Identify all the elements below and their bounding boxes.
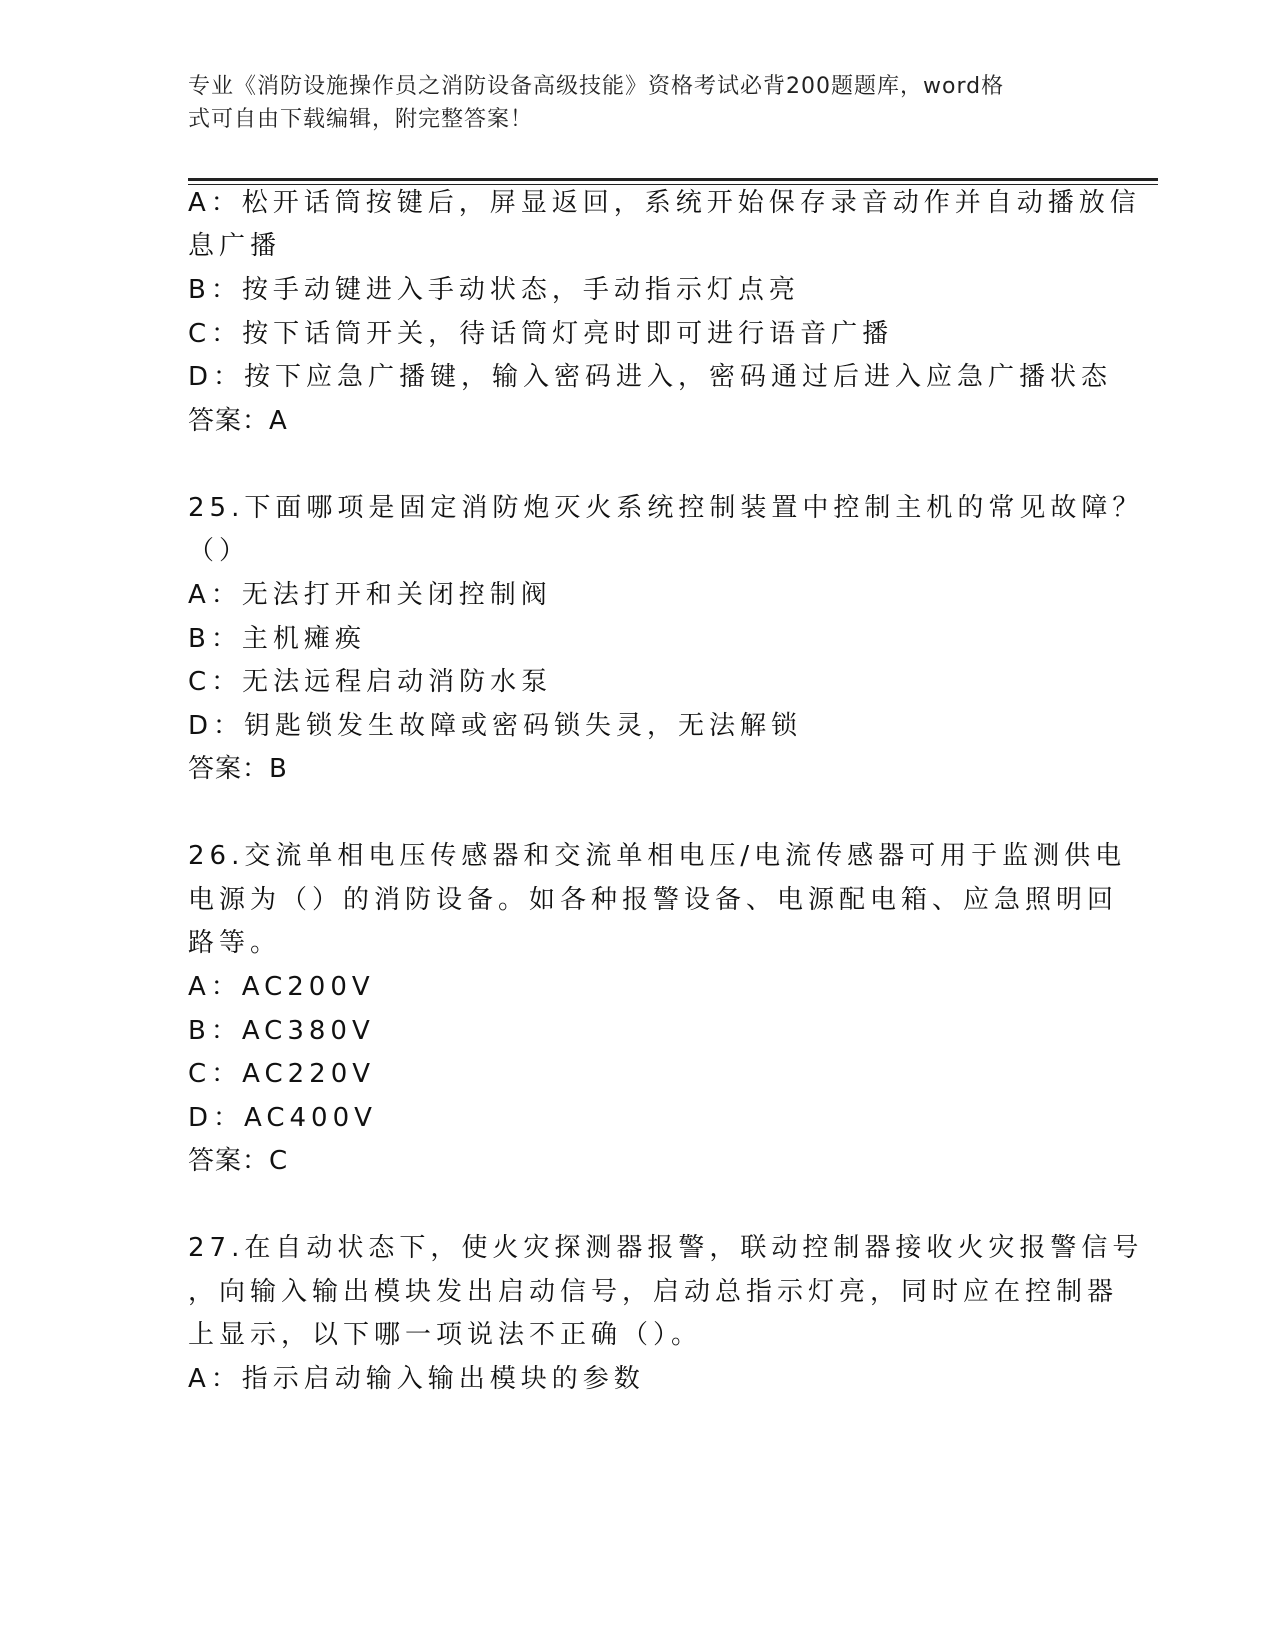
document-header [188, 70, 1068, 136]
q26-answer: 答案：C [188, 1146, 289, 1176]
q26-option-b: B：AC380V [188, 1016, 375, 1046]
prev-option-b: B：按手动键进入手动状态，手动指示灯点亮 [188, 275, 800, 305]
q25-option-a: A：无法打开和关闭控制阀 [188, 580, 552, 610]
q27-stem-line-2: ，向输入输出模块发出启动信号，启动总指示灯亮，同时应在控制器 [188, 1277, 1119, 1307]
q26-option-a: A：AC200V [188, 972, 375, 1002]
q25-option-c: C：无法远程启动消防水泵 [188, 667, 553, 697]
header-line-2: 式可自由下载编辑，附完整答案！ [188, 107, 534, 132]
q25-stem-line-1: 25.下面哪项是固定消防炮灭火系统控制装置中控制主机的常见故障？ [188, 493, 1144, 523]
prev-option-a-line-2: 息广播 [188, 231, 282, 261]
prev-option-c: C：按下话筒开关，待话筒灯亮时即可进行语音广播 [188, 319, 894, 349]
q26-stem-line-3: 路等。 [188, 928, 282, 958]
prev-option-d: D：按下应急广播键，输入密码进入，密码通过后进入应急广播状态 [188, 362, 1113, 392]
q26-stem-line-2: 电源为（）的消防设备。如各种报警设备、电源配电箱、应急照明回 [188, 885, 1119, 915]
header-rule-thick [188, 178, 1158, 181]
prev-answer: 答案：A [188, 406, 288, 436]
q26-option-d: D：AC400V [188, 1103, 377, 1133]
q25-option-b: B：主机瘫痪 [188, 624, 366, 654]
prev-option-a-line-1: A：松开话筒按键后，屏显返回，系统开始保存录音动作并自动播放信 [188, 188, 1141, 218]
header-line-1: 专业《消防设施操作员之消防设备高级技能》资格考试必背200题题库，word格 [188, 74, 1005, 99]
q26-stem-line-1: 26.交流单相电压传感器和交流单相电压/电流传感器可用于监测供电 [188, 841, 1127, 871]
q27-stem-line-3: 上显示，以下哪一项说法不正确（）。 [188, 1320, 703, 1350]
q27-option-a: A：指示启动输入输出模块的参数 [188, 1364, 645, 1394]
q25-stem-line-2: （） [188, 536, 251, 566]
q25-option-d: D：钥匙锁发生故障或密码锁失灵，无法解锁 [188, 711, 803, 741]
q26-option-c: C：AC220V [188, 1059, 376, 1089]
q27-stem-line-1: 27.在自动状态下，使火灾探测器报警，联动控制器接收火灾报警信号 [188, 1233, 1144, 1263]
q25-answer: 答案：B [188, 754, 288, 784]
